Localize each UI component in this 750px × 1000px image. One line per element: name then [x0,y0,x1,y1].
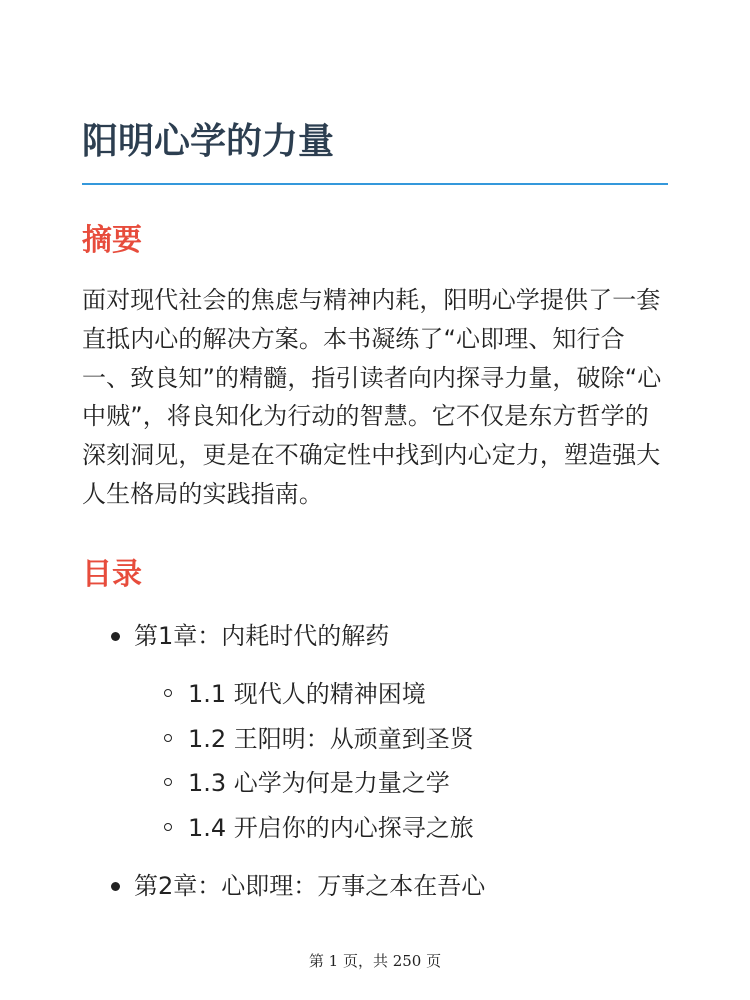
toc-section-label: 1.4 开启你的内心探寻之旅 [188,813,474,842]
bullet-circle-icon [164,734,172,742]
bullet-circle-icon [164,689,172,697]
book-title: 阳明心学的力量 [82,121,335,162]
toc-heading: 目录 [82,557,142,592]
bullet-disc-icon [111,632,120,641]
page-number-footer: 第 1 页，共 250 页 [308,952,442,970]
toc-chapter-2 [82,864,668,908]
abstract-paragraph: 面对现代社会的焦虑与精神内耗，阳明心学提供了一套直抵内心的解决方案。本书凝练了“心即理、知行合一、致良知”的精髓，指引读者向内探寻力量，破除“心中贼”，将良知化为行动的智慧。它不仅是东方哲学的深刻洞见，更是在不确定性中找到内心定力，塑造强大人生格局的实践指南。 [82,286,662,508]
document-page [82,0,668,1000]
toc-chapter-label: 第2章：心即理：万事之本在吾心 [134,872,486,900]
toc-section-1-1[interactable] [82,672,668,717]
abstract-heading: 摘要 [82,223,142,258]
title-divider [82,183,668,185]
toc-section-1-4[interactable] [82,806,668,851]
toc-section-label: 1.1 现代人的精神困境 [188,680,426,708]
toc-chapter-entry[interactable] [82,864,668,908]
toc-chapter-label: 第1章：内耗时代的解药 [134,622,390,650]
bullet-circle-icon [164,823,172,831]
toc-section-label: 1.3 心学为何是力量之学 [188,769,450,797]
toc-section-label: 1.2 王阳明：从顽童到圣贤 [188,724,474,753]
toc-section-1-3[interactable] [82,761,668,806]
toc-section-1-2[interactable] [82,717,668,762]
toc-section-list [82,658,668,864]
bullet-disc-icon [111,882,120,891]
toc-chapter-entry[interactable] [82,614,668,658]
toc-chapter-1 [82,614,668,864]
toc-list [82,614,668,908]
bullet-circle-icon [164,778,172,786]
